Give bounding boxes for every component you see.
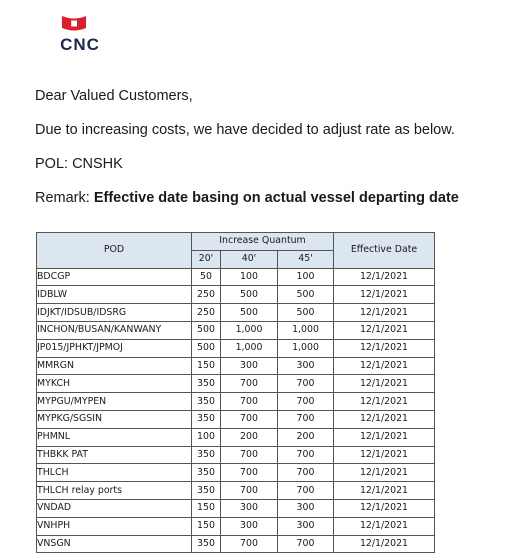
effective-date-cell: 12/1/2021 — [334, 410, 435, 428]
greeting: Dear Valued Customers, — [35, 88, 193, 104]
rate-20-cell: 500 — [192, 321, 221, 339]
table-row — [37, 482, 435, 500]
table-row — [37, 535, 435, 553]
rate-45-cell: 700 — [278, 464, 334, 482]
rate-40-cell: 700 — [221, 464, 278, 482]
intro-text: Due to increasing costs, we have decided to adjust rate as below. — [35, 122, 455, 138]
table-row — [37, 517, 435, 535]
rate-20-cell: 150 — [192, 499, 221, 517]
rate-40-cell: 500 — [221, 304, 278, 322]
rate-20-cell: 250 — [192, 286, 221, 304]
table-row — [37, 464, 435, 482]
pod-cell: INCHON/BUSAN/KANWANY — [37, 321, 192, 339]
effective-date-cell: 12/1/2021 — [334, 268, 435, 286]
company-logo — [50, 14, 110, 54]
table-row — [37, 446, 435, 464]
rate-45-cell: 500 — [278, 304, 334, 322]
rate-20-cell: 100 — [192, 428, 221, 446]
rate-40-cell: 300 — [221, 517, 278, 535]
col-40-header: 40' — [221, 250, 278, 268]
rate-20-cell: 350 — [192, 464, 221, 482]
rate-20-cell: 350 — [192, 446, 221, 464]
rate-40-cell: 700 — [221, 375, 278, 393]
rate-40-cell: 700 — [221, 482, 278, 500]
pod-cell: THLCH relay ports — [37, 482, 192, 500]
rate-45-cell: 1,000 — [278, 321, 334, 339]
rate-40-cell: 1,000 — [221, 321, 278, 339]
rate-45-cell: 300 — [278, 517, 334, 535]
rate-20-cell: 150 — [192, 517, 221, 535]
effective-date-cell: 12/1/2021 — [334, 339, 435, 357]
effective-date-cell: 12/1/2021 — [334, 499, 435, 517]
rate-45-cell: 700 — [278, 410, 334, 428]
effective-date-cell: 12/1/2021 — [334, 304, 435, 322]
table-row — [37, 304, 435, 322]
table-row — [37, 375, 435, 393]
pod-cell: VNSGN — [37, 535, 192, 553]
table-row — [37, 410, 435, 428]
pod-cell: JP015/JPHKT/JPMOJ — [37, 339, 192, 357]
effective-date-cell: 12/1/2021 — [334, 375, 435, 393]
pod-cell: IDJKT/IDSUB/IDSRG — [37, 304, 192, 322]
effective-date-cell: 12/1/2021 — [334, 393, 435, 411]
cnc-logo-icon — [61, 14, 87, 34]
rate-45-cell: 700 — [278, 535, 334, 553]
pod-header: POD — [37, 233, 192, 269]
rate-20-cell: 350 — [192, 375, 221, 393]
effective-date-cell: 12/1/2021 — [334, 517, 435, 535]
rate-table — [36, 232, 435, 553]
pod-cell: VNDAD — [37, 499, 192, 517]
rate-20-cell: 500 — [192, 339, 221, 357]
pod-cell: THLCH — [37, 464, 192, 482]
table-row — [37, 357, 435, 375]
effective-date-cell: 12/1/2021 — [334, 535, 435, 553]
pod-cell: BDCGP — [37, 268, 192, 286]
effective-date-header: Effective Date — [334, 233, 435, 269]
col-20-header: 20' — [192, 250, 221, 268]
table-row — [37, 268, 435, 286]
rate-40-cell: 700 — [221, 393, 278, 411]
pod-cell: THBKK PAT — [37, 446, 192, 464]
rate-20-cell: 350 — [192, 393, 221, 411]
pod-cell: IDBLW — [37, 286, 192, 304]
rate-40-cell: 500 — [221, 286, 278, 304]
rate-20-cell: 150 — [192, 357, 221, 375]
pod-cell: MMRGN — [37, 357, 192, 375]
effective-date-cell: 12/1/2021 — [334, 357, 435, 375]
rate-40-cell: 700 — [221, 535, 278, 553]
table-row — [37, 499, 435, 517]
pod-cell: MYKCH — [37, 375, 192, 393]
rate-45-cell: 700 — [278, 446, 334, 464]
effective-date-cell: 12/1/2021 — [334, 286, 435, 304]
rate-20-cell: 50 — [192, 268, 221, 286]
effective-date-cell: 12/1/2021 — [334, 321, 435, 339]
rate-45-cell: 700 — [278, 482, 334, 500]
col-45-header: 45' — [278, 250, 334, 268]
effective-date-cell: 12/1/2021 — [334, 446, 435, 464]
effective-date-cell: 12/1/2021 — [334, 464, 435, 482]
table-row — [37, 286, 435, 304]
rate-45-cell: 1,000 — [278, 339, 334, 357]
rate-45-cell: 200 — [278, 428, 334, 446]
effective-date-cell: 12/1/2021 — [334, 428, 435, 446]
table-row — [37, 428, 435, 446]
rate-20-cell: 250 — [192, 304, 221, 322]
rate-45-cell: 700 — [278, 393, 334, 411]
table-body — [37, 268, 435, 553]
rate-45-cell: 500 — [278, 286, 334, 304]
rate-40-cell: 1,000 — [221, 339, 278, 357]
remark-line — [35, 190, 459, 206]
increase-quantum-header: Increase Quantum — [192, 233, 334, 251]
rate-40-cell: 200 — [221, 428, 278, 446]
rate-45-cell: 300 — [278, 499, 334, 517]
rate-40-cell: 100 — [221, 268, 278, 286]
logo-text: CNC — [60, 35, 100, 54]
remark-label: Remark: — [35, 190, 94, 206]
pod-cell: VNHPH — [37, 517, 192, 535]
rate-45-cell: 100 — [278, 268, 334, 286]
rate-40-cell: 300 — [221, 499, 278, 517]
rate-40-cell: 700 — [221, 410, 278, 428]
pol-text: POL: CNSHK — [35, 156, 123, 172]
pod-cell: PHMNL — [37, 428, 192, 446]
table-row — [37, 339, 435, 357]
effective-date-cell: 12/1/2021 — [334, 482, 435, 500]
remark-value: Effective date basing on actual vessel departing date — [93, 190, 459, 206]
rate-20-cell: 350 — [192, 535, 221, 553]
pod-cell: MYPGU/MYPEN — [37, 393, 192, 411]
rate-20-cell: 350 — [192, 482, 221, 500]
pod-cell: MYPKG/SGSIN — [37, 410, 192, 428]
rate-40-cell: 700 — [221, 446, 278, 464]
table-row — [37, 321, 435, 339]
table-row — [37, 393, 435, 411]
rate-40-cell: 300 — [221, 357, 278, 375]
rate-20-cell: 350 — [192, 410, 221, 428]
rate-45-cell: 700 — [278, 375, 334, 393]
rate-45-cell: 300 — [278, 357, 334, 375]
